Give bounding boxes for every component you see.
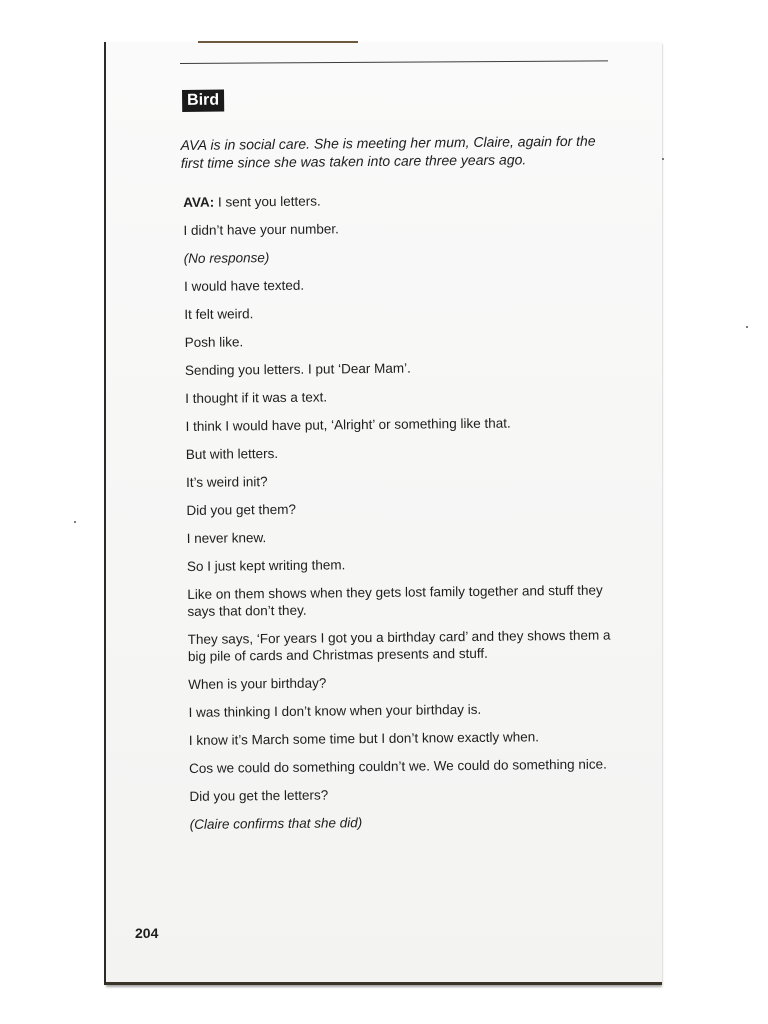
dialogue-line: [184, 274, 609, 295]
dialogue-line: [185, 330, 610, 351]
line-text: So I just kept writing them.: [186, 557, 346, 574]
line-text: Did you get them?: [186, 501, 297, 518]
line-text: I was thinking I don’t know when your birthday is.: [188, 701, 482, 720]
dialogue-line: [188, 671, 613, 692]
line-text: I never knew.: [186, 530, 267, 546]
line-text: (Claire confirms that she did): [189, 815, 363, 832]
dialogue-line: [189, 783, 614, 804]
dialogue-line: [187, 526, 612, 547]
line-text: But with letters.: [185, 445, 279, 462]
dialogue-line: [185, 386, 610, 407]
dialogue-line: [188, 626, 613, 664]
stage-direction: [190, 811, 615, 832]
dialogue-line: [184, 302, 609, 323]
dialogue-line: [186, 442, 611, 463]
line-text: When is your birthday?: [188, 675, 327, 692]
dialogue-line: [183, 190, 608, 211]
dust-speck: [662, 158, 664, 160]
dialogue-line: [187, 554, 612, 575]
dialogue-line: [188, 699, 613, 720]
line-text: Posh like.: [184, 334, 244, 350]
dust-speck: [746, 326, 748, 328]
line-text: Cos we could do something couldn’t we. We could do something nice.: [189, 756, 607, 776]
dialogue-list: [181, 189, 628, 833]
dust-speck: [74, 521, 76, 523]
dialogue-line: [185, 414, 610, 435]
stage-direction: [184, 246, 609, 267]
line-text: I sent you letters.: [214, 193, 321, 210]
dialogue-line: [183, 218, 608, 239]
line-text: (No response): [183, 250, 270, 266]
scene-title: Bird: [182, 90, 224, 112]
page-content: [180, 85, 628, 849]
line-text: I thought if it was a text.: [185, 389, 328, 406]
dialogue-line: [189, 755, 614, 776]
line-text: I didn’t have your number.: [183, 221, 339, 238]
scene-intro: AVA is in social care. She is meeting her mum, Claire, again for the first time since she was taken into care three years ago.: [180, 132, 596, 171]
dialogue-line: [185, 358, 610, 379]
line-text: I would have texted.: [183, 277, 305, 294]
line-text: Sending you letters. I put ‘Dear Mam’.: [184, 360, 411, 378]
line-text: I think I would have put, ‘Alright’ or something like that.: [185, 415, 511, 434]
line-text: It felt weird.: [184, 306, 254, 322]
page-number: 204: [135, 925, 159, 941]
line-text: It’s weird init?: [186, 474, 268, 490]
dialogue-line: [189, 727, 614, 748]
dialogue-line: [186, 470, 611, 491]
dialogue-line: [187, 582, 612, 620]
line-text: They says, ‘For years I got you a birthday card’ and they shows them a big pile of cards and Christmas presents and stuff.: [187, 627, 611, 664]
line-text: Did you get the letters?: [189, 787, 329, 804]
line-text: Like on them shows when they gets lost family together and stuff they says that don’t they.: [187, 582, 603, 619]
page-edge-strip: [198, 41, 358, 43]
dialogue-line: [186, 498, 611, 519]
line-text: I know it’s March some time but I don’t know exactly when.: [188, 729, 540, 748]
speaker-name: AVA:: [183, 194, 215, 210]
